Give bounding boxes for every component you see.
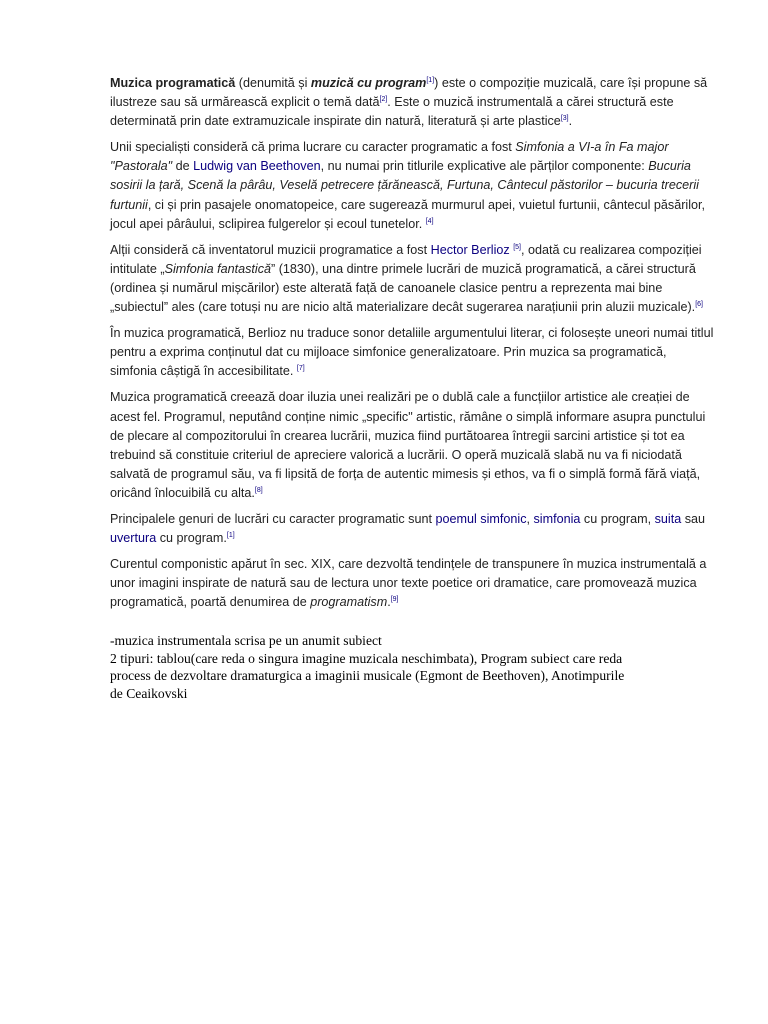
- link-uvertura[interactable]: uvertura: [110, 531, 157, 546]
- text: . Este o muzică instrumentală a cărei structură este determinată prin date extramuzicale inspirate din natură, literatură și arte plastice: [110, 95, 674, 129]
- link-simfonia[interactable]: simfonia: [533, 511, 581, 526]
- text: , nu numai prin titlurile explicative ale părților componente:: [320, 159, 649, 174]
- reference-4[interactable]: [4]: [425, 217, 434, 225]
- text: Curentul componistic apărut în sec. XIX, care dezvoltă tendințele de transpunere în muzica instrumentală a unor imagini inspirate de natură sau de lectura unor texte poetice ori dramatice, care promovează muzica programatică, poartă denumirea de: [110, 557, 707, 610]
- text: , ci și prin pasajele onomatopeice, care sugerează murmurul apei, vuietul furtunii, cântecul păsărilor, jocul apei pârâului, sclipirea fulgerelor și ecoul tunetelor.: [110, 197, 706, 231]
- text: .: [568, 114, 573, 129]
- text: de: [172, 159, 194, 174]
- text: ” (1830), una dintre primele lucrări de muzică programatică, a cărei structură (ordinea și numărul mișcărilor) este alterată față de canoanele clasice pentru a reprezenta mai bine „subiectul” ales (care totuși nu are nicio altă materializare decât sugerarea narațiunii prin aluzii muzicale).: [110, 261, 696, 315]
- paragraph-beethoven: [110, 138, 716, 233]
- paragraph-berlioz-method: [110, 324, 716, 381]
- term-alias: muzică cu program: [310, 76, 427, 90]
- text: (denumită și: [235, 76, 311, 90]
- reference-1[interactable]: [1]: [426, 76, 435, 84]
- paragraph-illusion: [110, 388, 716, 503]
- reference-7[interactable]: [7]: [296, 365, 305, 373]
- text: Unii specialiști consideră că prima lucrare cu caracter programatic a fost: [110, 140, 516, 155]
- paragraph-definition: [110, 74, 716, 131]
- reference-3[interactable]: [3]: [560, 115, 569, 122]
- paragraph-berlioz: [110, 241, 716, 317]
- note-line: de Ceaikovski: [110, 685, 188, 701]
- link-suita[interactable]: suita: [654, 511, 682, 526]
- term-title: Muzica programatică: [110, 76, 236, 90]
- text: .: [387, 595, 391, 610]
- text: ) este o compoziție muzicală, care își propune să ilustreze sau să urmărească explicit o temă dată: [110, 76, 708, 110]
- text: Principalele genuri de lucrări cu caracter programatic sunt: [110, 511, 436, 526]
- text: , odată cu realizarea compoziției intitulate „: [110, 242, 702, 276]
- reference-6[interactable]: [6]: [695, 300, 703, 308]
- term-programatism: programatism: [310, 595, 388, 610]
- reference-5[interactable]: [5]: [513, 243, 521, 251]
- text: cu program.: [156, 531, 227, 546]
- link-berlioz[interactable]: Hector Berlioz: [430, 242, 510, 257]
- reference-9[interactable]: [9]: [390, 596, 399, 604]
- text: sau: [681, 511, 706, 526]
- note-line: -muzica instrumentala scrisa pe un anumit subiect: [110, 633, 382, 649]
- note-line: 2 tipuri: tablou(care reda o singura imagine muzicala neschimbata), Program subiect care reda: [110, 650, 623, 666]
- text: Alții consideră că inventatorul muzicii programatice a fost: [110, 242, 431, 257]
- text: Muzica programatică creează doar iluzia unei realizări pe o dublă cale a funcțiilor artistice ale creației de acest fel. Programul, neputând conține nimic „specific" artistic, rămâne o simplă informare asupra punctului de plecare al compozitorului în crearea lucrării, muzica fiind purtătoarea întregii sarcini artistice și tot ea trebuind să constituie criteriul de apreciere valorică a lucrării. O operă muzicală slabă nu va fi niciodată salvată de programul său, va fi lipsită de forța de autentic mimesis și ethos, va fi o simplă formă fără viață, oricând înlocuibilă cu alta.: [110, 390, 706, 500]
- personal-notes: [110, 632, 716, 702]
- text: ,: [526, 511, 534, 526]
- reference-8[interactable]: [8]: [254, 486, 263, 494]
- paragraph-genres: [110, 510, 716, 548]
- document-body: [110, 74, 716, 702]
- text: cu program,: [580, 511, 655, 526]
- text: În muzica programatică, Berlioz nu traduce sonor detaliile argumentului literar, ci folosește uneori numai titlul pentru a exprima conținutul dat cu mijloace simfonice generalizatoare. Prin muzica sa programatică, simfonia câștigă în accesibilitate.: [110, 326, 714, 379]
- work-title: Simfonia fantastică: [164, 261, 272, 276]
- reference-2[interactable]: [2]: [379, 95, 388, 103]
- link-poemul-simfonic[interactable]: poemul simfonic: [435, 511, 527, 526]
- movement-titles: Bucuria sosirii la țară, Scenă la pârâu, Veselă petrecere țărănească, Furtuna, Cântecul păstorilor – bucuria trecerii furtunii: [110, 159, 699, 212]
- paragraph-programatism: [110, 555, 716, 612]
- note-line: process de dezvoltare dramaturgica a imaginii musicale (Egmont de Beethoven), Anotimpurile: [110, 668, 625, 684]
- link-beethoven[interactable]: Ludwig van Beethoven: [193, 159, 321, 174]
- work-title: Simfonia a VI-a în Fa major "Pastorala": [110, 140, 669, 174]
- reference-1[interactable]: [1]: [226, 531, 235, 539]
